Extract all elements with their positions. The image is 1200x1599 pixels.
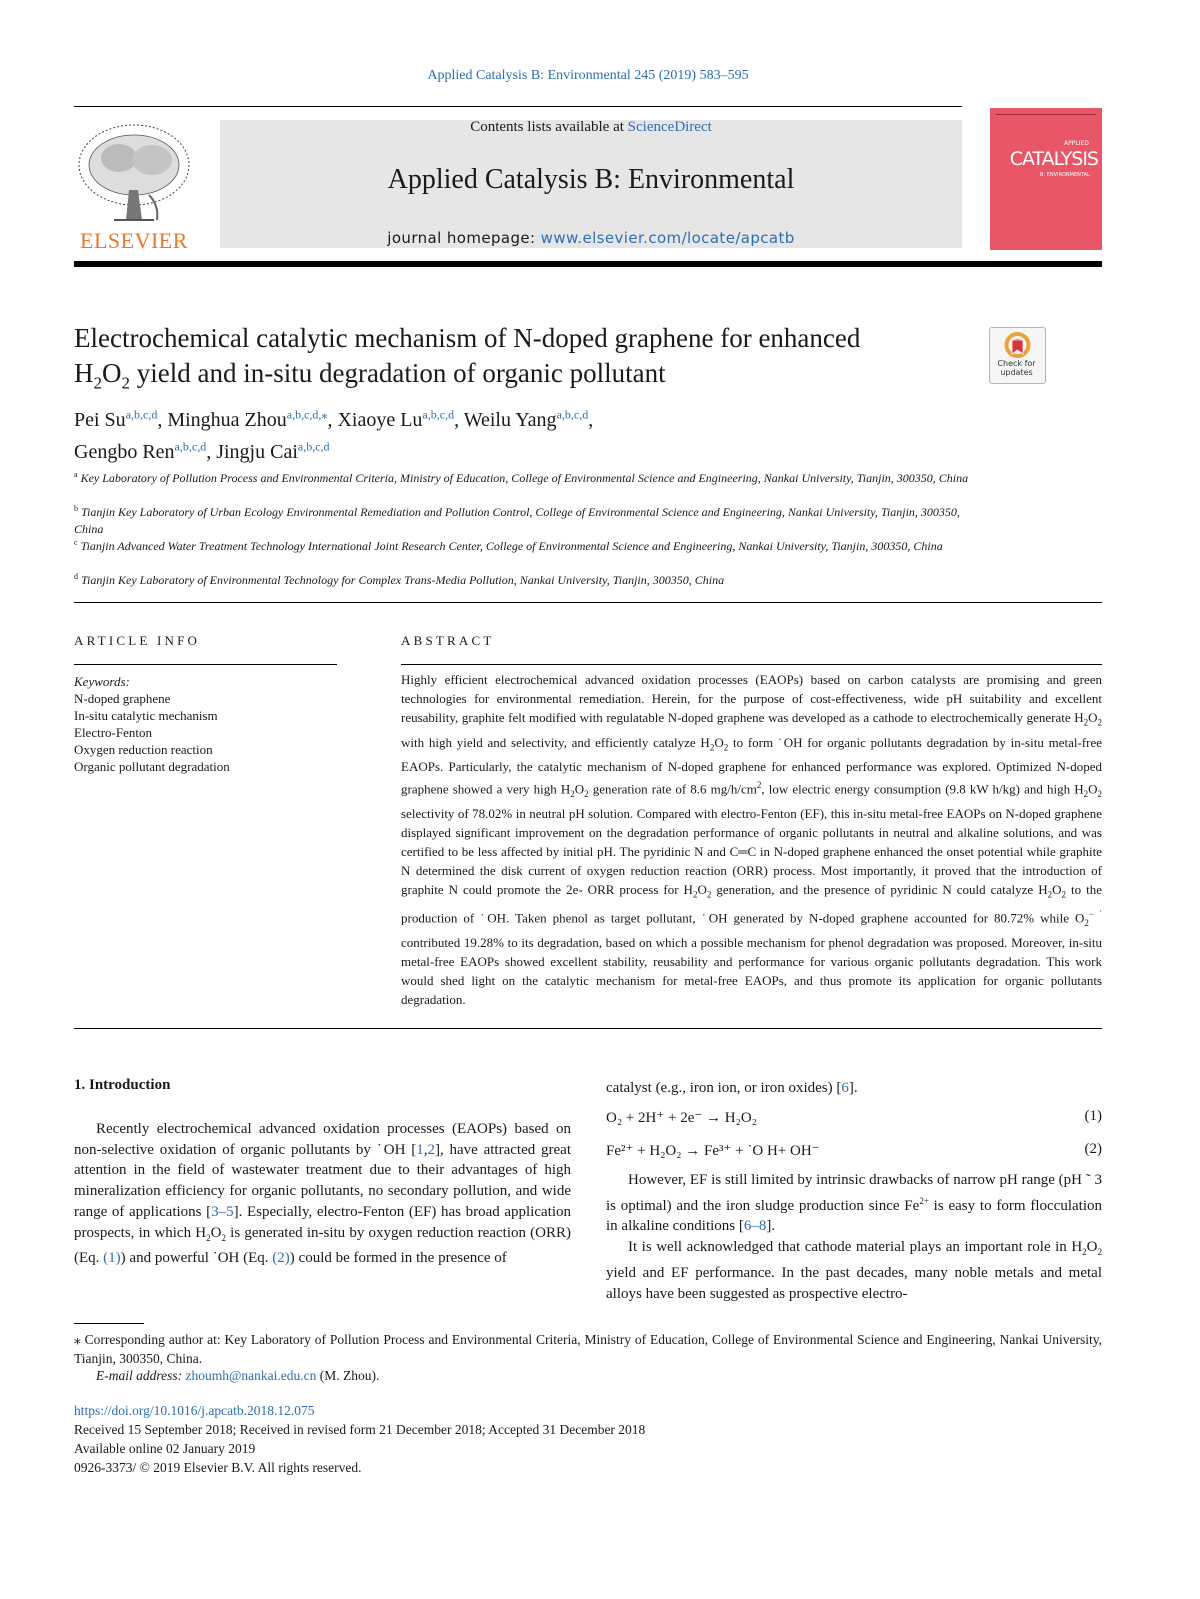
- keyword-item: N-doped graphene: [74, 691, 171, 706]
- cover-applied-label: APPLIED: [1064, 140, 1089, 147]
- affiliation-c: $^c$ Tianjin Advanced Water Treatment Technology International Joint Research Center, College of Environmental Science and Engineering, Nankai University, Tianjin, 300350, China: [74, 538, 943, 553]
- contents-prefix: Contents lists available at: [470, 119, 628, 135]
- intro-paragraph-1: Recently electrochemical advanced oxidation processes (EAOPs) based on non-selective oxidation of organic pollutants by ˙OH [1,2], have attracted great attention in the field of wastewater treatment due to their advantages of high mineralization efficiency for organic pollutants, no secondary pollution, and wide range of applications [3–5]. Especially, electro-Fenton (EF) has broad application prospects, in which $H_2O_2$ is generated in-situ by oxygen reduction reaction (ORR) (Eq. (1)) and powerful ˙OH (Eq. (2)) could be formed in the presence of: [74, 1121, 572, 1267]
- section-rule: [74, 602, 1102, 603]
- journal-reference[interactable]: Applied Catalysis B: Environmental 245 (2019) 583–595: [427, 68, 749, 83]
- keywords-block: [74, 673, 344, 775]
- email-label: E-mail address:: [96, 1368, 186, 1383]
- title-line-2: [74, 356, 964, 400]
- author-5[interactable]: Gengbo Ren$^{a,b,c,d}$,: [74, 439, 217, 464]
- contents-line: [220, 119, 962, 136]
- title-rest: yield and in-situ degradation of organic pollutant: [130, 358, 666, 388]
- equation-1-text: O₂ + 2H⁺ + 2e⁻ → H₂O₂: [606, 1110, 757, 1126]
- copyright: 0926-3373/ © 2019 Elsevier B.V. All rights reserved.: [74, 1460, 362, 1475]
- title-o: O: [102, 358, 122, 388]
- equation-ref-link[interactable]: (2): [272, 1250, 290, 1267]
- keywords-label: Keywords:: [74, 674, 130, 689]
- author-1[interactable]: Pei Su$^{a,b,c,d}$,: [74, 407, 168, 431]
- title-sub-2: 2: [121, 373, 130, 393]
- equation-2-text: Fe²⁺ + H₂O₂ → Fe³⁺ + ˙O H+ OH⁻: [606, 1143, 820, 1159]
- cover-title: CATALYSIS: [1009, 148, 1098, 170]
- sciencedirect-link[interactable]: ScienceDirect: [627, 119, 712, 135]
- header-rule: [74, 106, 962, 107]
- received-dates: Received 15 September 2018; Received in revised form 21 December 2018; Accepted 31 December 2018: [74, 1422, 646, 1437]
- journal-name: Applied Catalysis B: Environmental: [387, 164, 795, 195]
- ref-link[interactable]: 2: [427, 1141, 435, 1158]
- author-6[interactable]: Jingju Cai$^{a,b,c,d}$: [216, 439, 330, 464]
- keyword-item: Electro-Fenton: [74, 725, 152, 740]
- check-updates-label: Check for updates: [997, 359, 1036, 377]
- email-suffix: (M. Zhou).: [316, 1368, 380, 1383]
- corresponding-author-note: ⁎ Corresponding author at: Key Laboratory of Pollution Process and Environmental Criteria, Ministry of Education, College of Environmental Science and Engineering, Nankai University, Tianjin, 300350, China.: [74, 1332, 1102, 1366]
- intro-heading: 1. Introduction: [74, 1077, 171, 1093]
- affiliation-b: $^b$ Tianjin Key Laboratory of Urban Ecology Environmental Remediation and Pollution Control, College of Environmental Science and Engineering, Nankai University, Tianjin, 300350, China: [74, 504, 960, 536]
- ref-link[interactable]: 6: [841, 1080, 849, 1096]
- equation-1: [606, 1108, 1102, 1127]
- author-2[interactable]: Minghua Zhou$^{a,b,c,d,⁎}$,: [167, 407, 338, 431]
- journal-cover-image: [990, 108, 1102, 250]
- paragraph: However, EF is still limited by intrinsic drawbacks of narrow pH range (pH ˜ 3 is optimal) and the iron sludge production since $Fe^{2+}$ is easy to form flocculation in alkaline conditions [6–8].: [606, 1172, 1102, 1235]
- title-h: H: [74, 358, 94, 388]
- homepage-prefix: journal homepage:: [387, 229, 541, 247]
- ref-link[interactable]: 6–8: [743, 1218, 767, 1235]
- title-sub-1: 2: [93, 373, 102, 393]
- publication-dates: [74, 1420, 645, 1477]
- footnote-rule: [74, 1323, 144, 1324]
- ref-link[interactable]: 1: [416, 1141, 424, 1158]
- article-info-heading: ARTICLE INFO: [74, 633, 201, 648]
- email-line: [96, 1368, 379, 1384]
- abstract-heading: ABSTRACT: [401, 633, 495, 648]
- homepage-line: [220, 229, 962, 247]
- homepage-link[interactable]: www.elsevier.com/locate/apcatb: [540, 229, 795, 247]
- equation-2-number: (2): [1084, 1141, 1102, 1157]
- abstract-end-rule: [74, 1028, 1102, 1029]
- paragraph: It is well acknowledged that cathode material plays an important role in $H_2O_2$ yield and EF performance. In the past decades, many noble metals and metal alloys have been suggested as prospective electro-: [606, 1239, 1102, 1302]
- abstract-text: Highly efficient electrochemical advanced oxidation processes (EAOPs) based on carbon catalysts are promising and green technologies for environmental remediation. Herein, for the purpose of cost-effectiveness, wide pH suitability and excellent reusability, graphite felt modified with regulatable N-doped graphene was developed as a cathode to electrochemically generate $H_2O_2$ with high yield and selectivity, and efficiently catalyze $H_2O_2$ to form ˙OH for organic pollutants degradation by in-situ metal-free EAOPs. Particularly, the catalytic mechanism of N-doped graphene for enhanced performance was explored. Optimized N-doped graphene showed a very high $H_2O_2$ generation rate of 8.6 $mg/h/cm^2$, low electric energy consumption (9.8 kW h/kg) and high $H_2O_2$ selectivity of 78.02% in neutral pH solution. Compared with electro-Fenton (EF), this in-situ metal-free EAOPs on N-doped graphene displayed significant improvement on the degradation performance of organic pollutants in neutral and alkaline solutions, and was certified to be less affected by initial pH. The pyridinic N and C═C in N-doped graphene enhanced the onset potential while graphite N determined the disk current of oxygen reduction reaction (ORR) process. Most importantly, it proved that the introduction of graphite N could promote the 2e- ORR process for $H_2O_2$ generation, and the presence of pyridinic N could catalyze $H_2O_2$ to the production of ˙OH. Taken phenol as target pollutant, ˙OH generated by N-doped graphene accounted for 80.72% while $O_2^{- ˙}$ contributed 19.28% to its degradation, based on which a possible mechanism for phenol degradation was proposed. Moreover, in-situ metal-free EAOPs showed excellent stability, reusability and performance for various organic pollutants degradation. This work would shed light on the catalytic mechanism for metal-free EAOPs, and thus promote its application for organic pollutants degradation.: [401, 672, 1102, 1007]
- author-3[interactable]: Xiaoye Lu$^{a,b,c,d}$,: [337, 407, 464, 431]
- keyword-item: In-situ catalytic mechanism: [74, 708, 218, 723]
- article-title: [74, 321, 964, 400]
- intro-paragraph-2: [606, 1170, 1102, 1304]
- intro-continued: catalyst (e.g., iron ion, or iron oxides) [6].: [606, 1080, 858, 1096]
- author-4[interactable]: Weilu Yang$^{a,b,c,d}$,: [463, 407, 594, 431]
- cover-header-bar: [996, 114, 1096, 123]
- affiliation-d: $^d$ Tianjin Key Laboratory of Environmental Technology for Complex Trans-Media Pollution, Nankai University, Tianjin, 300350, China: [74, 572, 725, 587]
- equation-2: [606, 1141, 1102, 1160]
- publisher-wordmark: ELSEVIER: [80, 228, 188, 253]
- equation-1-number: (1): [1084, 1108, 1102, 1124]
- header-thick-rule: [74, 261, 1102, 267]
- cover-subtitle: B: ENVIRONMENTAL: [1040, 172, 1090, 178]
- equation-ref-link[interactable]: (1): [103, 1250, 121, 1267]
- author-list: [74, 401, 1034, 466]
- title-line-1: Electrochemical catalytic mechanism of N-doped graphene for enhanced: [74, 323, 861, 353]
- keyword-item: Organic pollutant degradation: [74, 759, 230, 774]
- email-link[interactable]: zhoumh@nankai.edu.cn: [185, 1368, 317, 1383]
- abstract-rule: [401, 664, 1102, 665]
- affiliation-a: $^a$ Key Laboratory of Pollution Process and Environmental Criteria, Ministry of Education, College of Environmental Science and Engineering, Nankai University, Tianjin, 300350, China: [74, 470, 969, 485]
- doi-link[interactable]: https://doi.org/10.1016/j.apcatb.2018.12.075: [74, 1403, 315, 1418]
- keyword-item: Oxygen reduction reaction: [74, 742, 213, 757]
- available-online: Available online 02 January 2019: [74, 1441, 256, 1456]
- ref-link[interactable]: 3–5: [211, 1203, 234, 1220]
- check-updates-icon: [990, 328, 1045, 362]
- article-info-rule: [74, 664, 337, 665]
